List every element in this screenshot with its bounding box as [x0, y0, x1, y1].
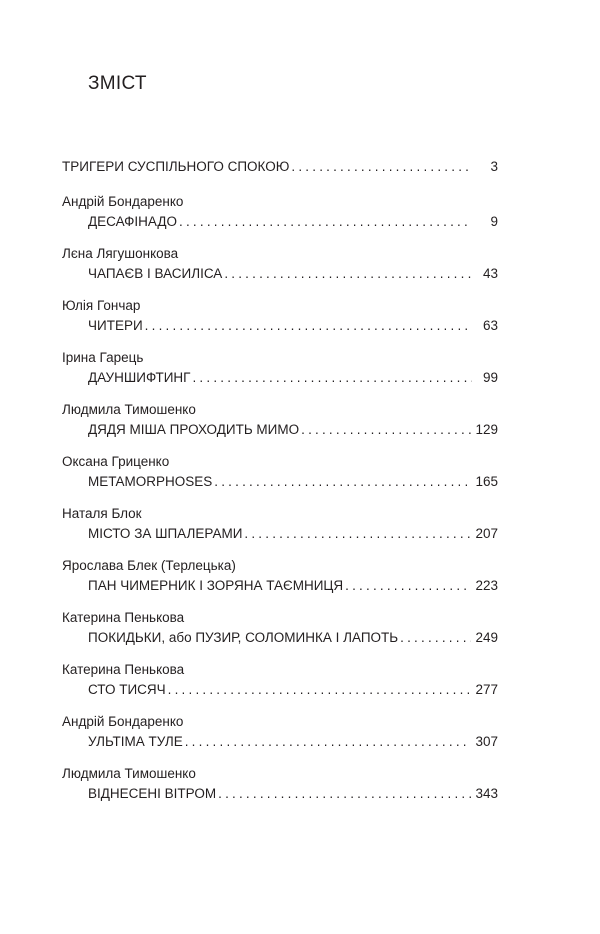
- toc-line: [62, 784, 498, 804]
- toc-line: [62, 368, 498, 388]
- toc-entry[interactable]: [62, 556, 498, 596]
- dot-leader: [179, 212, 472, 232]
- toc-line: [62, 732, 498, 752]
- page-number: 129: [475, 422, 498, 437]
- page-number: 343: [475, 786, 498, 801]
- entry-author: Наталя Блок: [62, 506, 142, 521]
- dot-leader: [400, 628, 471, 648]
- dot-leader: [192, 368, 472, 388]
- toc-line: [62, 264, 498, 284]
- entry-title: ПОКИДЬКИ, або ПУЗИР, СОЛОМИНКА І ЛАПОТЬ: [88, 630, 399, 645]
- page-number: 277: [475, 682, 498, 697]
- toc-entry[interactable]: [62, 712, 498, 752]
- toc-entries: [62, 192, 498, 804]
- toc-entry[interactable]: [62, 244, 498, 284]
- entry-author: Андрій Бондаренко: [62, 194, 184, 209]
- dot-leader: [218, 784, 471, 804]
- page-number: 249: [475, 630, 498, 645]
- entry-title: ТРИГЕРИ СУСПІЛЬНОГО СПОКОЮ: [62, 159, 290, 174]
- entry-author: Ірина Гарець: [62, 350, 144, 365]
- toc-line: [62, 628, 498, 648]
- toc-line: [62, 680, 498, 700]
- dot-leader: [185, 732, 472, 752]
- entry-title: ВІДНЕСЕНІ ВІТРОМ: [88, 786, 217, 801]
- toc-entry[interactable]: [62, 400, 498, 440]
- dot-leader: [145, 316, 472, 336]
- toc-entry[interactable]: [62, 660, 498, 700]
- dot-leader: [291, 157, 472, 177]
- entry-author: Андрій Бондаренко: [62, 714, 184, 729]
- page-number: 3: [490, 159, 498, 174]
- dot-leader: [214, 472, 471, 492]
- page-number: 43: [482, 266, 498, 281]
- toc-entry[interactable]: [62, 452, 498, 492]
- page-number: 307: [475, 734, 498, 749]
- entry-title: ДЕСАФІНАДО: [88, 214, 178, 229]
- entry-title: СТО ТИСЯЧ: [88, 682, 166, 697]
- toc-entry[interactable]: [62, 348, 498, 388]
- entry-title: ДЯДЯ МІША ПРОХОДИТЬ МИМО: [88, 422, 300, 437]
- toc-line: [62, 157, 498, 177]
- toc-entry[interactable]: [62, 608, 498, 648]
- entry-title: ЧИТЕРИ: [88, 318, 143, 333]
- entry-title: METAMORPHOSES: [88, 474, 213, 489]
- toc-entry-intro[interactable]: [62, 157, 498, 177]
- page-number: 99: [482, 370, 498, 385]
- toc-line: [62, 420, 498, 440]
- toc-line: [62, 576, 498, 596]
- toc-line: [62, 316, 498, 336]
- page-number: 63: [482, 318, 498, 333]
- toc-entry[interactable]: [62, 296, 498, 336]
- page-number: 207: [475, 526, 498, 541]
- table-of-contents: [62, 157, 498, 816]
- page-number: 9: [490, 214, 498, 229]
- toc-line: [62, 212, 498, 232]
- entry-title: УЛЬТІМА ТУЛЕ: [88, 734, 183, 749]
- entry-author: Катерина Пенькова: [62, 662, 185, 677]
- toc-entry[interactable]: [62, 764, 498, 804]
- toc-entry[interactable]: [62, 192, 498, 232]
- toc-line: [62, 472, 498, 492]
- entry-author: Оксана Гриценко: [62, 454, 170, 469]
- entry-author: Людмила Тимошенко: [62, 402, 196, 417]
- entry-title: МІСТО ЗА ШПАЛЕРАМИ: [88, 526, 243, 541]
- entry-title: ДАУНШИФТИНГ: [88, 370, 191, 385]
- entry-title: ПАН ЧИМЕРНИК І ЗОРЯНА ТАЄМНИЦЯ: [88, 578, 344, 593]
- page-title: ЗМІСТ: [88, 73, 147, 94]
- entry-author: Лєна Лягушонкова: [62, 246, 179, 261]
- dot-leader: [244, 524, 471, 544]
- entry-title: ЧАПАЄВ І ВАСИЛІСА: [88, 266, 223, 281]
- dot-leader: [301, 420, 471, 440]
- dot-leader: [345, 576, 471, 596]
- page-number: 223: [475, 578, 498, 593]
- page-number: 165: [475, 474, 498, 489]
- entry-author: Юлія Гончар: [62, 298, 141, 313]
- entry-author: Ярослава Блек (Терлецька): [62, 558, 236, 573]
- entry-author: Катерина Пенькова: [62, 610, 185, 625]
- toc-line: [62, 524, 498, 544]
- toc-entry[interactable]: [62, 504, 498, 544]
- entry-author: Людмила Тимошенко: [62, 766, 196, 781]
- dot-leader: [168, 680, 472, 700]
- dot-leader: [224, 264, 472, 284]
